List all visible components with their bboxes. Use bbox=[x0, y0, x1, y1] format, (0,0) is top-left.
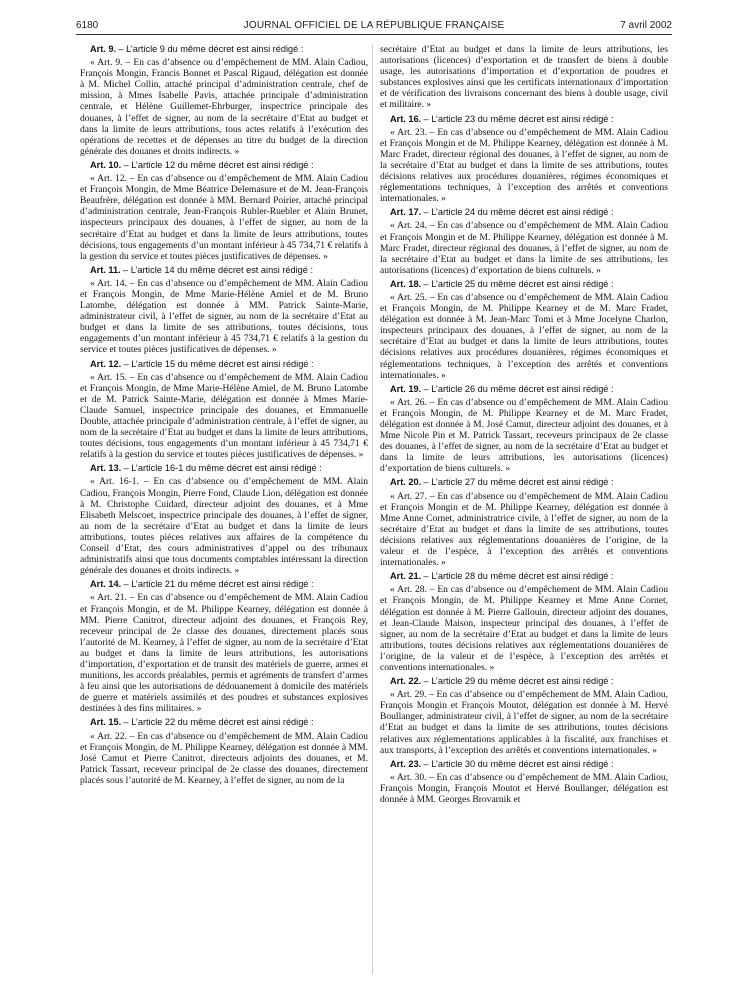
journal-title: JOURNAL OFFICIEL DE LA RÉPUBLIQUE FRANÇAISE bbox=[243, 20, 505, 31]
article-body: « Art. 30. – En cas d’absence ou d’empêchement de MM. Alain Cadiou, François Mongin, François Moutot et Hervé Boullanger, délégation est donnée à MM. Georges Brovarnik et bbox=[380, 771, 668, 805]
article-number: Art. 13. bbox=[90, 463, 122, 474]
article-body: « Art. 27. – En cas d’absence ou d’empêchement de MM. Alain Cadiou et François Mongin et de M. Philippe Kearney, délégation est donnée à Mme Anne Cornet, administratrice civile, à l’effet de signer, au nom de la secrétaire d’Etat au budget et dans la limite de ses attributions, toutes décisions relatives aux réglementations douanières de l’origine, de la valeur et de l’espèce, à l’exception des arrêtés et conventions internationales. » bbox=[380, 490, 668, 569]
article-intro: – L’article 30 du même décret est ainsi rédigé : bbox=[423, 758, 614, 769]
article-intro: – L’article 12 du même décret est ainsi rédigé : bbox=[123, 159, 314, 170]
continued-text: secrétaire d’Etat au budget et dans la limite de leurs attributions, les autorisations (licences) d’exportation et de transfert de biens à double usage, les autorisations d’importation et d’exportation de poudres et substances explosives ainsi que les certificats internationaux d’importation et de vérification des livraisons concernant des biens à double usage, civil et militaire. » bbox=[380, 44, 668, 111]
article-number: Art. 23. bbox=[390, 758, 422, 769]
right-column bbox=[380, 44, 668, 808]
article-intro: – L’article 25 du même décret est ainsi rédigé : bbox=[423, 278, 614, 289]
article-intro: – L’article 9 du même décret est ainsi rédigé : bbox=[118, 44, 304, 54]
article-heading bbox=[380, 759, 668, 770]
article-body: « Art. 22. – En cas d’absence ou d’empêchement de MM. Alain Cadiou et François Mongin, de M. Philippe Kearney, délégation est donnée à MM. José Camut et Pierre Canitrot, directeurs adjoints des douanes, et M. Patrick Tassart, receveur principal de 2e classe des douanes, directement placés sous l’autorité de M. Kearney, à l’effet de signer, au nom de la bbox=[80, 730, 368, 786]
article-intro: – L’article 21 du même décret est ainsi rédigé : bbox=[123, 579, 314, 590]
article-heading bbox=[380, 571, 668, 582]
article-intro: – L’article 27 du même décret est ainsi rédigé : bbox=[423, 477, 614, 488]
article-intro: – L’article 22 du même décret est ainsi rédigé : bbox=[123, 717, 314, 728]
article-heading bbox=[380, 676, 668, 687]
page-header bbox=[76, 20, 672, 35]
article-intro: – L’article 14 du même décret est ainsi rédigé : bbox=[123, 264, 314, 275]
article-intro: – L’article 26 du même décret est ainsi rédigé : bbox=[423, 383, 614, 394]
article-body: « Art. 28. – En cas d’absence ou d’empêchement de MM. Alain Cadiou et François Mongin, de M. Philippe Kearney et Mme Anne Cornet, délégation est donnée à M. Pierre Gallouin, directeur adjoint des douanes, et Jean-Claude Maison, inspecteur principal des douanes, à l’effet de signer, au nom de la secrétaire d’Etat au budget et dans la limite de leurs attributions, toutes décisions relatives aux réglementations douanières de l’origine, de la valeur et de l’espèce, à l’exception des arrêtés et conventions internationales. » bbox=[380, 584, 668, 673]
article-body: « Art. 9. – En cas d’absence ou d’empêchement de MM. Alain Cadiou, François Mongin, Francis Bonnet et Pascal Rigaud, délégation est donnée à M. Michel Collin, attaché principal d’administration centrale, chef de mission, à Mmes Isabelle Pavis, attachée principale d’administration centrale, et Hélène Guillemet-Ehrburger, inspectrice principale des douanes, à l’effet de signer, au nom de la secrétaire d’Etat au budget et dans la limite de leurs attributions, tous actes relatifs à l’exécution des opérations de recettes et de dépenses au titre du budget de la direction générale des douanes et droits indirects. » bbox=[80, 57, 368, 157]
article-heading bbox=[80, 359, 368, 370]
article-heading bbox=[80, 44, 368, 55]
article-heading bbox=[80, 717, 368, 728]
article-number: Art. 20. bbox=[390, 477, 422, 488]
article-heading bbox=[380, 114, 668, 125]
article-body: « Art. 29. – En cas d’absence ou d’empêchement de MM. Alain Cadiou, François Mongin et François Moutot, délégation est donnée à M. Hervé Boullanger, administrateur civil, à l’effet de signer, au nom de la secrétaire d’Etat au budget et dans la limite de ses attributions, toutes décisions relatives aux réglementations applicables à la fiscalité, aux franchises et aux transports, à l’exception des arrêtés et conventions internationales. » bbox=[380, 689, 668, 756]
article-number: Art. 17. bbox=[390, 207, 422, 218]
publication-date: 7 avril 2002 bbox=[620, 20, 672, 31]
column-divider bbox=[372, 44, 373, 974]
article-number: Art. 11. bbox=[90, 264, 121, 275]
article-number: Art. 19. bbox=[390, 383, 422, 394]
article-number: Art. 15. bbox=[90, 717, 122, 728]
article-body: « Art. 15. – En cas d’absence ou d’empêchement de MM. Alain Cadiou et François Mongin, de Mme Marie-Hélène Amiel, de M. Bruno Latombe et de M. Patrick Sainte-Marie, délégation est donnée à Mmes Marie-Claude Samuel, inspectrice principale des douanes, et Emmanuelle Double, attachée principale d’administration centrale, à l’effet de signer, au nom de la secrétaire d’Etat au budget et dans la limite de leurs attributions, toutes décisions, tous engagements d’un montant inférieur à 45 734,71 € relatifs à la gestion du service et toutes pièces justificatives de dépenses. » bbox=[80, 371, 368, 461]
article-heading bbox=[80, 265, 368, 276]
article-heading bbox=[80, 579, 368, 590]
article-body: « Art. 16-1. – En cas d’absence ou d’empêchement de MM. Alain Cadiou, François Mongin, Pierre Fond, Claude Lion, délégation est donnée à M. Christophe Cuidard, directeur adjoint des douanes, et à Mme Elisabeth Melscoet, inspectrice principale des douanes, à l’effet de signer, au nom de la secrétaire d’Etat au budget et dans la limite de leurs attributions, toutes pièces relatives aux affaires de la compétence du Conseil d’Etat, des cours administratives d’appel ou des tribunaux administratifs ainsi que tous documents comptables intéressant la direction générale des douanes et droits indirects. » bbox=[80, 476, 368, 577]
article-heading bbox=[380, 207, 668, 218]
article-heading bbox=[380, 279, 668, 290]
article-heading bbox=[380, 384, 668, 395]
article-number: Art. 22. bbox=[390, 676, 422, 687]
article-body: « Art. 21. – En cas d’absence ou d’empêchement de MM. Alain Cadiou et François Mongin, et de M. Philippe Kearney, délégation est donnée à MM. Pierre Canitrot, directeur adjoint des douanes, et François Rey, receveur principal de 2e classe des douanes, directement placés sous l’autorité de M. Kearney, à l’effet de signer, au nom de la secrétaire d’Etat au budget et dans la limite de leurs attributions, les autorisations d’importation, d’exportation et de transit des matériels de guerre, armes et munitions, les accords préalables, permis et agréments de transfert d’armes à feu ainsi que les autorisations de dédouanement à domicile des matériels de guerre et matériels assimilés et des poudres et substances explosives destinées à des fins militaires. » bbox=[80, 592, 368, 715]
article-number: Art. 10. bbox=[90, 159, 122, 170]
article-intro: – L’article 23 du même décret est ainsi rédigé : bbox=[423, 113, 614, 124]
article-number: Art. 9. bbox=[90, 44, 117, 54]
article-body: « Art. 14. – En cas d’absence ou d’empêchement de MM. Alain Cadiou et François Mongin, de Mme Marie-Hélène Amiel et de M. Bruno Latombe, délégation est donnée à MM. Patrick Sainte-Marie, administrateur civil, à l’effet de signer, au nom de la secrétaire d’Etat au budget et dans la limite de ses attributions, toutes décisions, tous engagements d’un montant inférieur à 45 734,71 € relatifs à la gestion du service et toutes pièces justificatives de dépenses. » bbox=[80, 277, 368, 356]
article-intro: – L’article 29 du même décret est ainsi rédigé : bbox=[423, 676, 614, 687]
article-number: Art. 12. bbox=[90, 358, 122, 369]
article-body: « Art. 26. – En cas d’absence ou d’empêchement de MM. Alain Cadiou et François Mongin, de M. Philippe Kearney et de M. Marc Fradet, délégation est donnée à M. José Camut, directeur adjoint des douanes, et à Mme Nicole Pin et M. Patrick Tassart, receveurs principaux de 2e classe des douanes, à l’effet de signer, au nom de la secrétaire d’Etat au budget et dans la limite de leurs attributions, les autorisations (licences) d’exportation de biens culturels. » bbox=[380, 396, 668, 475]
article-number: Art. 14. bbox=[90, 579, 122, 590]
article-heading bbox=[380, 477, 668, 488]
article-number: Art. 16. bbox=[390, 113, 422, 124]
page-number: 6180 bbox=[76, 20, 99, 31]
article-body: « Art. 25. – En cas d’absence ou d’empêchement de MM. Alain Cadiou et François Mongin, de M. Philippe Kearney et de M. Marc Fradet, délégation est donnée à M. Jean-Marc Tomi et à Mme Jocelyne Charlon, inspecteurs principaux des douanes, à l’effet de signer, au nom de la secrétaire d’Etat au budget et dans la limite de leurs attributions, toutes décisions relatives aux procédures douanières, régimes économiques et réglementations techniques, à l’exception des arrêtés et conventions internationales. » bbox=[380, 291, 668, 381]
article-heading bbox=[80, 463, 368, 474]
article-intro: – L’article 28 du même décret est ainsi rédigé : bbox=[423, 571, 614, 582]
article-intro: – L’article 24 du même décret est ainsi rédigé : bbox=[423, 207, 614, 218]
article-body: « Art. 23. – En cas d’absence ou d’empêchement de MM. Alain Cadiou et François Mongin et de M. Philippe Kearney, délégation est donnée à M. Marc Fradet, directeur régional des douanes, à l’effet de signer, au nom de la secrétaire d’Etat au budget et dans la limite de ses attributions, toutes décisions relatives aux procédures douanières, régimes économiques et réglementations techniques, à l’exception des arrêtés et conventions internationales. » bbox=[380, 126, 668, 205]
article-intro: – L’article 16-1 du même décret est ainsi rédigé : bbox=[123, 463, 322, 474]
article-number: Art. 21. bbox=[390, 571, 422, 582]
article-body: « Art. 24. – En cas d’absence ou d’empêchement de MM. Alain Cadiou et François Mongin et de M. Philippe Kearney, délégation est donnée à M. Marc Fradet, directeur régional des douanes, à l’effet de signer, au nom de la secrétaire d’Etat au budget et dans la limite de ses attributions, les autorisations (licences) d’exportation de biens culturels. » bbox=[380, 220, 668, 276]
article-intro: – L’article 15 du même décret est ainsi rédigé : bbox=[123, 358, 314, 369]
article-body: « Art. 12. – En cas d’absence ou d’empêchement de MM. Alain Cadiou et François Mongin, de Mme Béatrice Delemasure et de M. Jean-François Beaufrère, délégation est donnée à MM. Bernard Poirier, attaché principal d’administration centrale, Jean-François Rubler-Ruebler et Alain Brunet, inspecteurs principaux des douanes, à l’effet de signer, au nom de la secrétaire d’Etat au budget et dans la limite de leurs attributions, toutes décisions, tous engagements d’un montant inférieur à 45 734,71 € relatifs à la gestion du service et toutes pièces justificatives de dépenses. » bbox=[80, 173, 368, 262]
article-heading bbox=[80, 160, 368, 171]
left-column bbox=[80, 44, 368, 789]
article-number: Art. 18. bbox=[390, 278, 422, 289]
